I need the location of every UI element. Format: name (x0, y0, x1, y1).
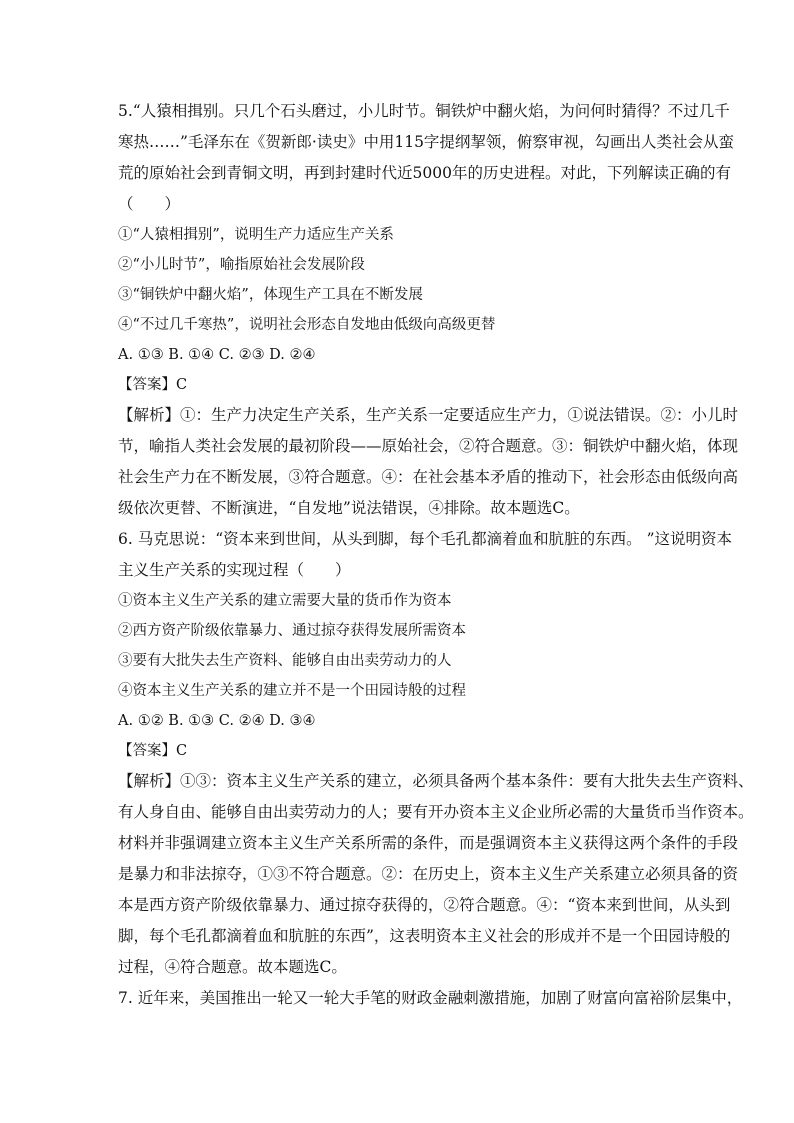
option-1: ①“人猿相揖别”，说明生产力适应生产关系 (118, 227, 394, 243)
answer: 【答案】C (118, 743, 188, 759)
document-page (118, 96, 754, 1014)
question-stem-line: 6. 马克思说：“资本来到世间，从头到脚，每个毛孔都滴着血和肮脏的东西。 ”这说明资本 (118, 530, 732, 548)
option-2: ②西方资产阶级依靠暴力、通过掠夺获得发展所需资本 (118, 623, 466, 639)
choices: A. ①② B. ①③ C. ②④ D. ③④ (118, 713, 316, 729)
analysis-line: 材料并非强调建立资本主义生产关系所需的条件，而是强调资本主义获得这两个条件的手段 (118, 834, 739, 852)
analysis-line: 级依次更替、不断演进，“自发地”说法错误，④排除。故本题选C。 (118, 499, 580, 517)
analysis-line: 【解析】①：生产力决定生产关系，生产关系一定要适应生产力，①说法错误。②：小儿时 (118, 406, 739, 424)
analysis-line: 是暴力和非法掠夺，①③不符合题意。②：在历史上，资本主义生产关系建立必须具备的资 (118, 865, 739, 883)
analysis-line: 脚，每个毛孔都滴着血和肮脏的东西”，这表明资本主义社会的形成并不是一个田园诗般的 (118, 927, 731, 945)
option-4: ④“不过几千寒热”，说明社会形态自发地由低级向高级更替 (118, 317, 496, 333)
option-4: ④资本主义生产关系的建立并不是一个田园诗般的过程 (118, 683, 466, 699)
question-stem-line: 主义生产关系的实现过程（ ） (118, 561, 351, 579)
question-stem-line: 7. 近年来，美国推出一轮又一轮大手笔的财政金融刺激措施，加剧了财富向富裕阶层集中， (118, 989, 743, 1007)
question-stem-line: 5.“人猿相揖别。只几个石头磨过，小儿时节。铜铁炉中翻火焰，为问何时猜得？不过几千 (118, 102, 730, 120)
analysis-line: 本是西方资产阶级依靠暴力、通过掠夺获得的，②符合题意。④：“资本来到世间，从头到 (118, 896, 731, 914)
question-stem-line: （ ） (118, 195, 181, 213)
answer: 【答案】C (118, 377, 188, 393)
analysis-line: 过程，④符合题意。故本题选C。 (118, 958, 347, 976)
analysis-line: 节，喻指人类社会发展的最初阶段——原始社会，②符合题意。③：铜铁炉中翻火焰，体现 (118, 437, 739, 455)
question-5 (118, 96, 739, 524)
question-stem-line: 荒的原始社会到青铜文明，再到封建时代近5000年的历史进程。对此，下列解读正确的有 (118, 164, 731, 182)
option-1: ①资本主义生产关系的建立需要大量的货币作为资本 (118, 593, 452, 609)
option-3: ③要有大批失去生产资料、能够自由出卖劳动力的人 (118, 653, 452, 669)
question-6 (118, 524, 754, 983)
option-2: ②“小儿时节”，喻指原始社会发展阶段 (118, 257, 365, 273)
analysis-line: 社会生产力在不断发展，③符合题意。④：在社会基本矛盾的推动下，社会形态由低级向高 (118, 468, 739, 486)
option-3: ③“铜铁炉中翻火焰”，体现生产工具在不断发展 (118, 287, 423, 303)
question-stem-line: 寒热……”毛泽东在《贺新郎·读史》中用115字提纲挈领，俯察审视，勾画出人类社会从蛮 (118, 133, 734, 151)
choices: A. ①③ B. ①④ C. ②③ D. ②④ (118, 347, 316, 363)
analysis-line: 【解析】①③：资本主义生产关系的建立，必须具备两个基本条件：要有大批失去生产资料、 (118, 772, 754, 790)
analysis-line: 有人身自由、能够自由出卖劳动力的人；要有开办资本主义企业所必需的大量货币当作资本。 (118, 803, 754, 821)
question-7 (118, 983, 743, 1014)
